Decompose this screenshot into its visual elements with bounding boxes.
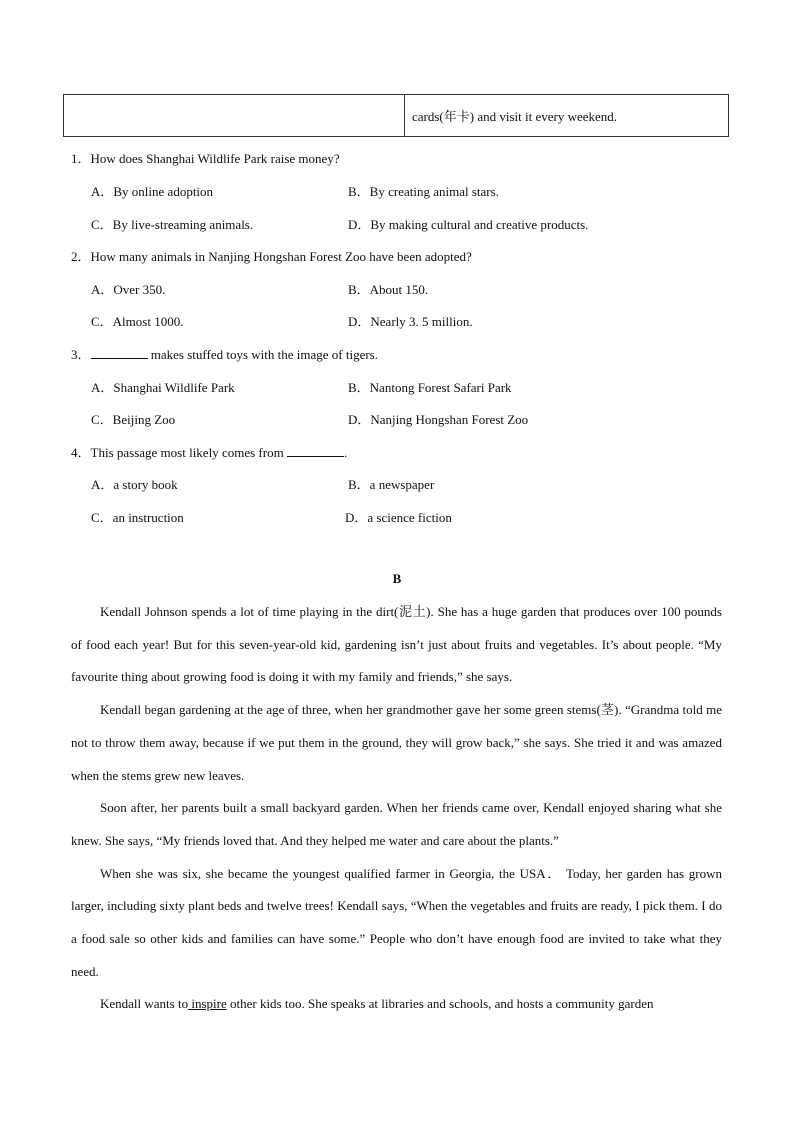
paragraph: Soon after, her parents built a small backyard garden. When her friends came over, Kendall enjoyed sharing what she knew. She says, “My friends loved that. And they helped me water and care about the plants.” [71, 800, 722, 848]
question-number: 4． [71, 445, 91, 460]
option-3a: A．Shanghai Wildlife Park [91, 380, 235, 395]
question-3 [71, 344, 378, 363]
question-stem: makes stuffed toys with the image of tigers. [147, 347, 378, 362]
question-number: 2． [71, 249, 91, 264]
text-run: other kids too. She speaks at libraries and schools, and hosts a community garden [226, 996, 654, 1012]
paragraph: Kendall Johnson spends a lot of time playing in the dirt(泥土). She has a huge garden that produces over 100 pounds of food each year! But for this seven-year-old kid, gardening isn’t just about fruits and vegetables. It’s about people. “My favourite thing about growing food is doing it with my family and friends,” she says. [71, 604, 722, 685]
option-3d: D．Nanjing Hongshan Forest Zoo [348, 412, 529, 427]
question-4 [71, 442, 347, 461]
option-3c: C．Beijing Zoo [91, 412, 176, 427]
paragraph [71, 988, 722, 1021]
section-heading: B [392, 571, 402, 586]
question-1 [71, 148, 340, 167]
option-1b: B．By creating animal stars. [348, 184, 499, 199]
option-4b: B．a newspaper [348, 477, 435, 492]
option-2b: B．About 150. [348, 282, 429, 297]
table-cell-left [64, 95, 405, 136]
question-stem: How does Shanghai Wildlife Park raise money? [90, 151, 340, 166]
text-run: Kendall wants to [100, 996, 189, 1012]
option-1d: D．By making cultural and creative products. [348, 217, 589, 232]
answer-blank [287, 445, 344, 457]
paragraph: Kendall began gardening at the age of three, when her grandmother gave her some green stems(茎). “Grandma told me not to throw them away, because if we put them in the ground, they will grow back,” she says. She tried it and was amazed when the stems grew new leaves. [71, 702, 722, 783]
option-1c: C．By live-streaming animals. [91, 217, 254, 232]
question-2 [71, 246, 472, 265]
passage-b [71, 596, 722, 1021]
option-4d: D．a science fiction [345, 510, 452, 525]
option-4a: A．a story book [91, 477, 178, 492]
option-3b: B．Nantong Forest Safari Park [348, 380, 512, 395]
question-stem: How many animals in Nanjing Hongshan Forest Zoo have been adopted? [90, 249, 472, 264]
underlined-word: inspire [188, 996, 227, 1012]
info-table [63, 94, 729, 137]
option-2d: D．Nearly 3. 5 million. [348, 314, 473, 329]
option-4c: C．an instruction [91, 510, 184, 525]
question-stem-end: . [343, 445, 348, 460]
option-2c: C．Almost 1000. [91, 314, 184, 329]
question-number: 3． [71, 347, 91, 362]
option-1a: A．By online adoption [91, 184, 214, 199]
paragraph: When she was six, she became the youngest qualified farmer in Georgia, the USA． Today, her garden has grown larger, including sixty plant beds and twelve trees! Kendall says, “When the vegetables and fruits are ready, I pick them. I do a food sale so other kids and families can have some.” People who don’t have enough food are invited to take what they need. [71, 865, 722, 979]
answer-blank [91, 347, 148, 359]
question-stem: This passage most likely comes from [90, 445, 287, 460]
option-2a: A．Over 350. [91, 282, 166, 297]
question-number: 1． [71, 151, 91, 166]
table-cell-right: cards(年卡) and visit it every weekend. [412, 109, 618, 124]
